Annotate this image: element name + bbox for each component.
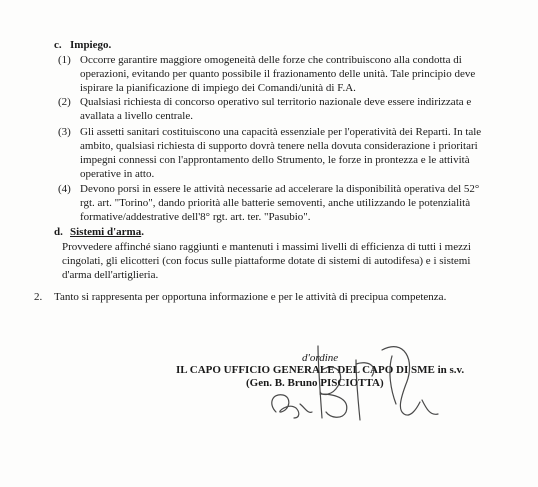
section-c-marker: c.: [54, 39, 62, 51]
item-1-line: Occorre garantire maggiore omogeneità delle forze che contribuiscono alla condotta di: [80, 54, 462, 66]
section-d-marker: d.: [54, 226, 63, 238]
item-4-line: rgt. art. "Torino", dando priorità alle batterie semoventi, anche utilizzando le potenzialità: [80, 197, 471, 209]
item-3-line: Gli assetti sanitari costituiscono una capacità essenziale per l'operatività dei Reparti. In tale: [80, 126, 482, 138]
item-3-line: ambito, qualsiasi richiesta di supporto dovrà tenere nella dovuta considerazione i prioritari: [80, 140, 478, 152]
item-1-line: operazioni, evitando per quanto possibile il frazionamento delle unità. Tale principio deve: [80, 68, 476, 80]
section-d-line: cingolati, gli elicotteri (con focus sulle piattaforme dotate di sistemi di autodifesa) e i sistemi: [62, 255, 471, 267]
item-2-number: (2): [58, 96, 71, 108]
item-3-number: (3): [58, 126, 71, 138]
signature-title: IL CAPO UFFICIO GENERALE DEL CAPO DI SME in s.v.: [176, 364, 465, 376]
item-4-line: Devono porsi in essere le attività necessarie ad accelerare la disponibilità operativa del 52°: [80, 183, 480, 195]
item-1-line: ispirare la pianificazione di impiego dei Comandi/unità di F.A.: [80, 82, 356, 94]
item-4-line: formative/addestrative dell'8° rgt. art. ter. "Pasubio".: [80, 211, 311, 223]
section-d-heading: Sistemi d'arma: [70, 226, 142, 238]
item-4-number: (4): [58, 183, 71, 195]
section-d-line: Provvedere affinché siano raggiunti e mantenuti i massimi livelli di efficienza di tutti i mezzi: [62, 241, 471, 253]
section-d-heading-wrap: [70, 225, 144, 239]
item-3-line: operative in atto.: [80, 168, 155, 180]
item-1-number: (1): [58, 54, 71, 66]
point-2-text: Tanto si rappresenta per opportuna informazione e per le attività di precipua competenza.: [54, 291, 447, 303]
section-d-line: d'arma dell'artiglieria.: [62, 269, 159, 281]
point-2-number: 2.: [34, 291, 43, 303]
section-c-heading: Impiego.: [70, 39, 112, 51]
item-2-line: Qualsiasi richiesta di concorso operativo sul territorio nazionale deve essere indirizzata e: [80, 96, 472, 108]
section-d-heading-suffix: .: [141, 226, 144, 238]
signature-dordine: d'ordine: [302, 352, 339, 364]
item-3-line: impegni connessi con l'approntamento dello Strumento, le forze in prontezza e le attività: [80, 154, 470, 166]
item-2-line: avallata a livello centrale.: [80, 110, 193, 122]
signature-name: (Gen. B. Bruno PISCIOTTA): [246, 377, 384, 389]
